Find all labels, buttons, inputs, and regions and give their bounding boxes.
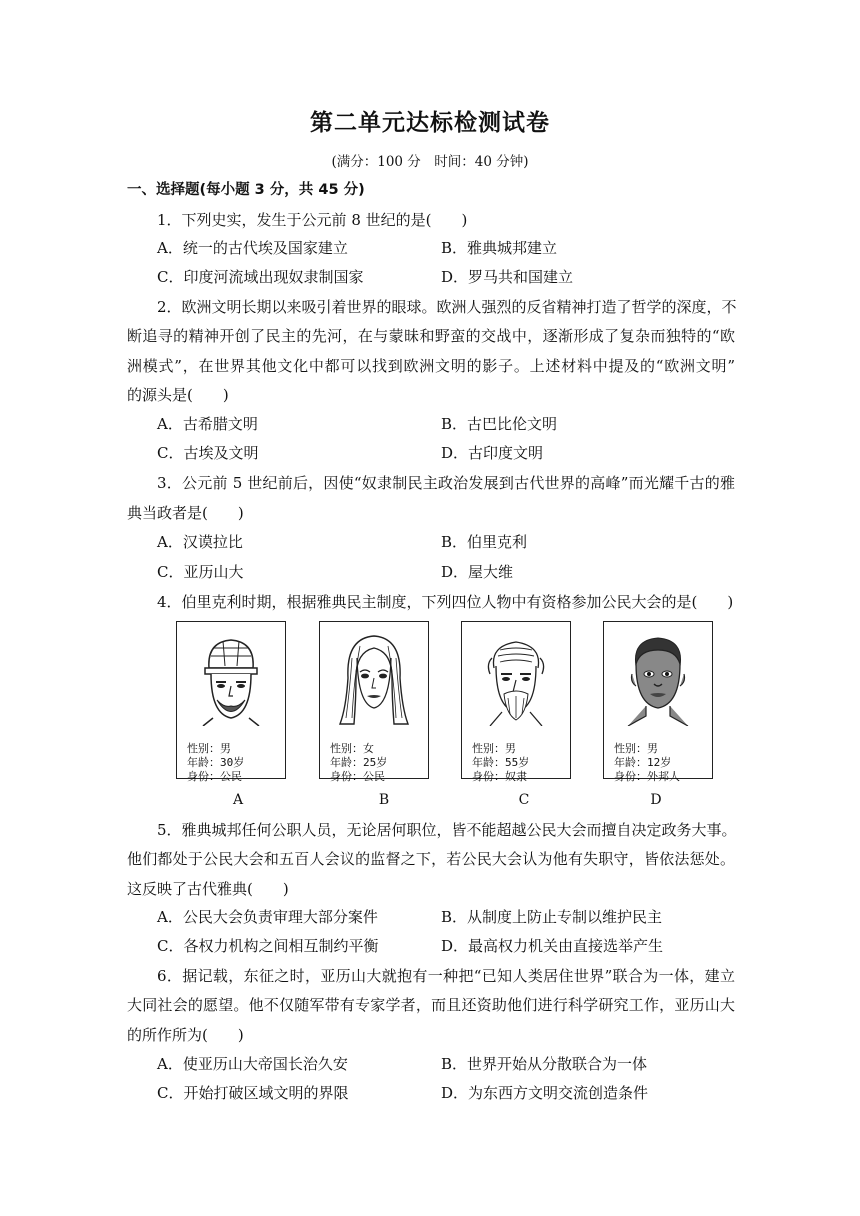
question-2-line-1: 2．欧洲文明长期以来吸引着世界的眼球。欧洲人强烈的反省精神打造了哲学的深度，不 bbox=[157, 298, 737, 316]
card-age: 年龄：55岁 bbox=[472, 756, 530, 769]
card-status: 身份：公民 bbox=[187, 770, 242, 783]
portrait-man-hat-beard bbox=[183, 628, 279, 726]
card-gender: 性别：男 bbox=[187, 742, 231, 755]
card-label-c: C bbox=[518, 792, 530, 808]
portrait-card-c bbox=[461, 621, 571, 783]
question-1-option-a: A．统一的古代埃及国家建立 bbox=[157, 239, 348, 257]
portrait-card-d bbox=[603, 621, 713, 783]
card-gender: 性别：女 bbox=[330, 742, 374, 755]
question-2-option-b: B．古巴比伦文明 bbox=[441, 415, 558, 433]
page-subtitle: (满分：100 分 时间：40 分钟) bbox=[331, 154, 529, 170]
card-age: 年龄：30岁 bbox=[187, 756, 245, 769]
card-label-d: D bbox=[650, 792, 662, 808]
question-5-option-b: B．从制度上防止专制以维护民主 bbox=[441, 908, 663, 926]
question-1-option-d: D．罗马共和国建立 bbox=[441, 268, 574, 286]
portrait-old-man bbox=[468, 628, 564, 726]
question-5-option-d: D．最高权力机关由直接选举产生 bbox=[441, 937, 664, 955]
question-5-line-3: 这反映了古代雅典( ) bbox=[127, 880, 289, 898]
card-age: 年龄：12岁 bbox=[614, 756, 672, 769]
question-3-option-b: B．伯里克利 bbox=[441, 533, 528, 551]
card-age: 年龄：25岁 bbox=[330, 756, 388, 769]
question-3-option-c: C．亚历山大 bbox=[157, 563, 244, 581]
question-6-line-2: 大同社会的愿望。他不仅随军带有专家学者，而且还资助他们进行科学研究工作，亚历山大 bbox=[127, 996, 735, 1014]
question-1-option-c: C．印度河流域出现奴隶制国家 bbox=[157, 268, 364, 286]
question-6-line-3: 的所作所为( ) bbox=[127, 1026, 244, 1044]
question-3-option-d: D．屋大维 bbox=[441, 563, 514, 581]
question-3-line-1: 3．公元前 5 世纪前后，因使“奴隶制民主政治发展到古代世界的高峰”而光耀千古的雅 bbox=[157, 474, 735, 492]
portrait-boy bbox=[610, 628, 706, 726]
portrait-woman-long-hair bbox=[326, 628, 422, 726]
card-status: 身份：公民 bbox=[330, 770, 385, 783]
question-2-line-2: 断追寻的精神开创了民主的先河，在与蒙昧和野蛮的交战中，逐渐形成了复杂而独特的“欧 bbox=[127, 327, 735, 345]
question-3-option-a: A．汉谟拉比 bbox=[157, 533, 243, 551]
card-status: 身份：奴隶 bbox=[472, 770, 527, 783]
question-5-line-2: 他们都处于公民大会和五百人会议的监督之下，若公民大会认为他有失职守，皆依法惩处。 bbox=[127, 850, 735, 868]
card-status: 身份：外邦人 bbox=[614, 770, 680, 783]
card-label-b: B bbox=[378, 792, 390, 808]
question-6-line-1: 6．据记载，东征之时，亚历山大就抱有一种把“已知人类居住世界”联合为一体，建立 bbox=[157, 967, 735, 985]
question-6-option-b: B．世界开始从分散联合为一体 bbox=[441, 1055, 648, 1073]
question-6-option-a: A．使亚历山大帝国长治久安 bbox=[157, 1055, 348, 1073]
question-2-line-4: 的源头是( ) bbox=[127, 386, 229, 404]
card-gender: 性别：男 bbox=[472, 742, 516, 755]
question-4-stem: 4．伯里克利时期，根据雅典民主制度，下列四位人物中有资格参加公民大会的是( ) bbox=[157, 593, 734, 611]
portrait-card-b bbox=[319, 621, 429, 783]
card-label-a: A bbox=[232, 792, 244, 808]
question-6-option-d: D．为东西方文明交流创造条件 bbox=[441, 1084, 649, 1102]
portrait-card-a bbox=[176, 621, 286, 783]
question-5-line-1: 5．雅典城邦任何公职人员，无论居何职位，皆不能超越公民大会而擅自决定政务大事。 bbox=[157, 821, 737, 839]
question-2-option-d: D．古印度文明 bbox=[441, 444, 544, 462]
question-2-option-c: C．古埃及文明 bbox=[157, 444, 259, 462]
question-6-option-c: C．开始打破区域文明的界限 bbox=[157, 1084, 349, 1102]
question-2-line-3: 洲模式”，在世界其他文化中都可以找到欧洲文明的影子。上述材料中提及的“欧洲文明” bbox=[127, 357, 735, 375]
question-5-option-a: A．公民大会负责审理大部分案件 bbox=[157, 908, 378, 926]
card-gender: 性别：男 bbox=[614, 742, 658, 755]
page-title: 第二单元达标检测试卷 bbox=[310, 110, 550, 136]
question-1-stem: 1．下列史实，发生于公元前 8 世纪的是( ) bbox=[157, 211, 468, 229]
question-1-option-b: B．雅典城邦建立 bbox=[441, 239, 558, 257]
question-5-option-c: C．各权力机构之间相互制约平衡 bbox=[157, 937, 379, 955]
question-2-option-a: A．古希腊文明 bbox=[157, 415, 258, 433]
section-heading: 一、选择题(每小题 3 分，共 45 分) bbox=[127, 182, 365, 198]
question-3-line-2: 典当政者是( ) bbox=[127, 504, 244, 522]
